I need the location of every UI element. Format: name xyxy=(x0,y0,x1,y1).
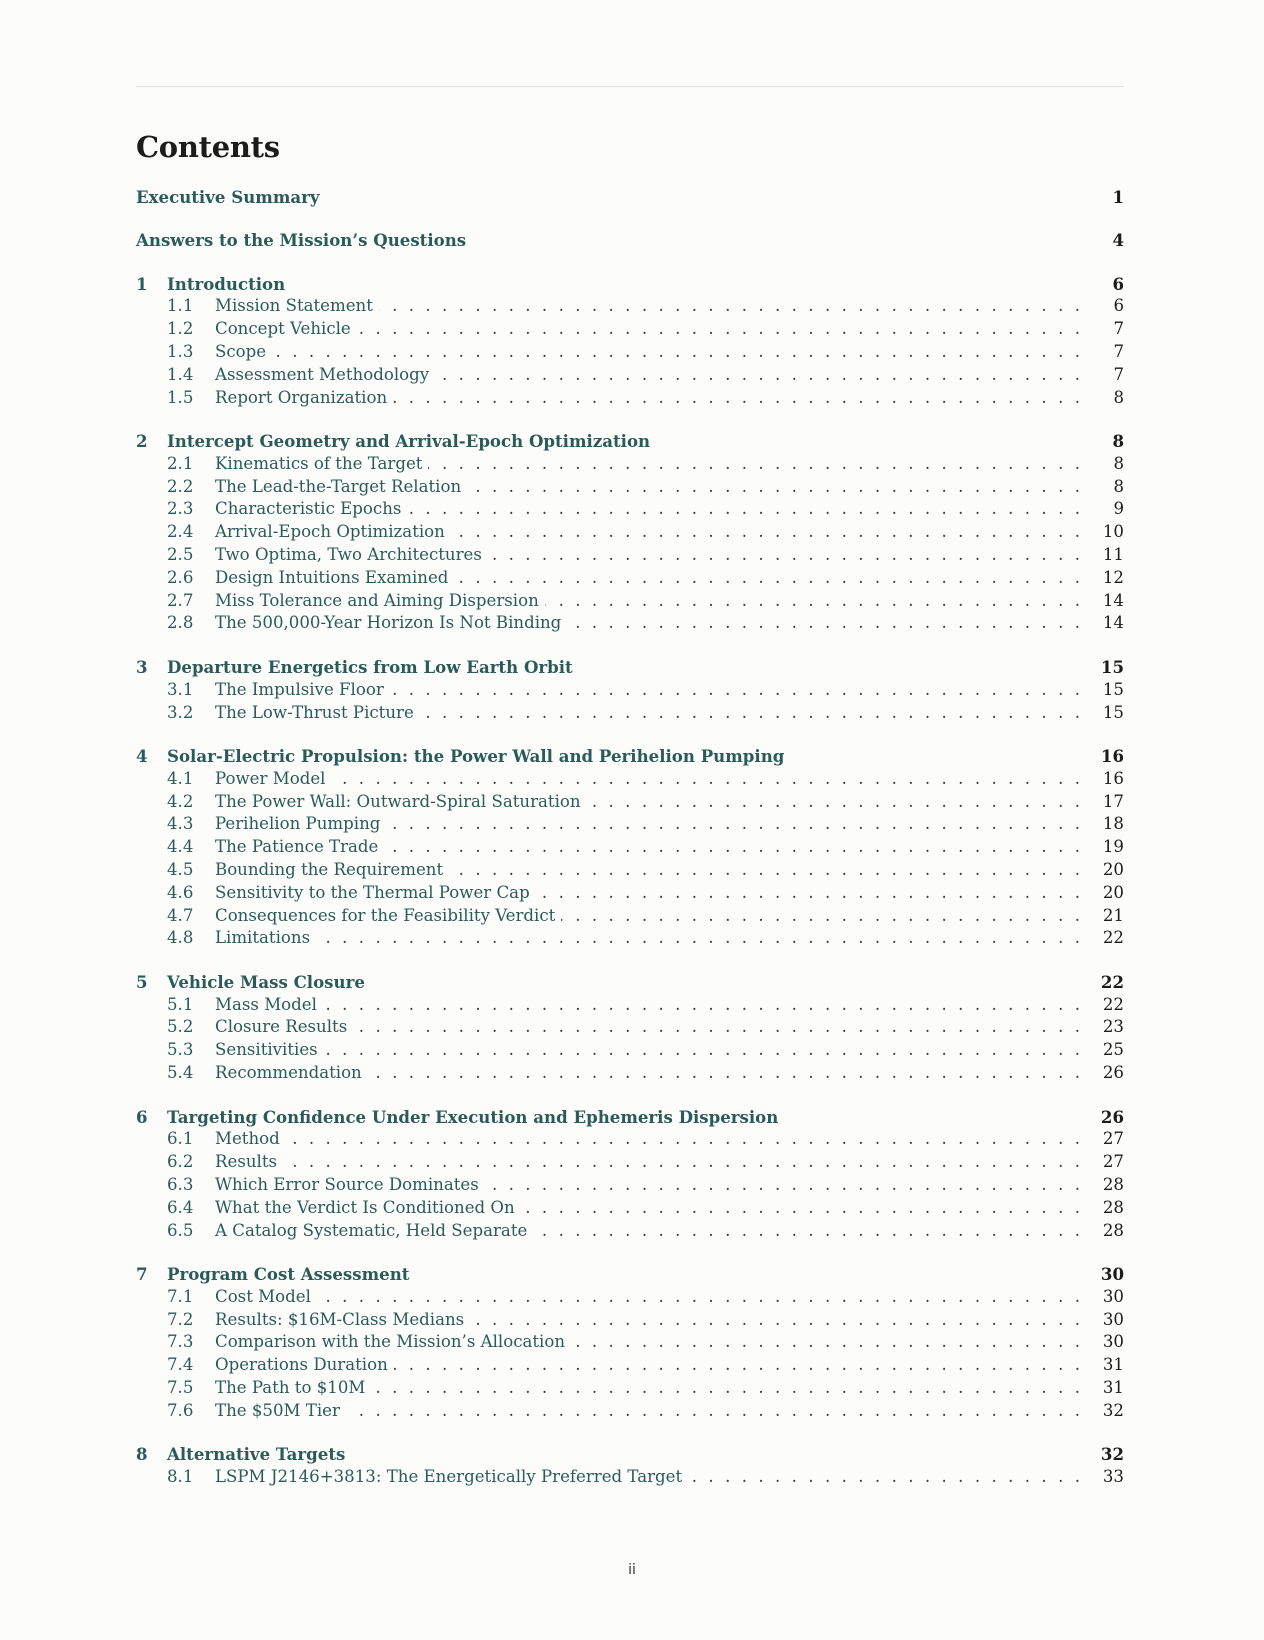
toc-section-entry[interactable] xyxy=(136,1197,1124,1220)
toc-chapter-group xyxy=(136,1263,1124,1423)
toc-page-number: 1 xyxy=(1112,187,1124,207)
toc-chapter-entry[interactable] xyxy=(136,971,1124,994)
dot-leader xyxy=(353,1016,1080,1039)
toc-section-title[interactable]: Operations Duration xyxy=(215,1355,388,1375)
toc-section-title[interactable]: Characteristic Epochs xyxy=(215,499,402,519)
toc-section-title[interactable]: Results: $16M-Class Medians xyxy=(215,1309,465,1329)
toc-page-number: 28 xyxy=(1102,1174,1124,1194)
toc-page-number: 22 xyxy=(1100,971,1124,992)
toc-section-entry[interactable] xyxy=(136,1016,1124,1039)
toc-section-number: 7.5 xyxy=(167,1377,194,1397)
toc-chapter-group xyxy=(136,1106,1124,1243)
toc-section-entry[interactable] xyxy=(136,544,1124,567)
toc-page-number: 6 xyxy=(1113,296,1124,316)
toc-chapter-group xyxy=(136,430,1124,635)
toc-section-entry[interactable] xyxy=(136,567,1124,590)
toc-page-number: 10 xyxy=(1102,522,1124,542)
toc-section-title[interactable]: Recommendation xyxy=(215,1063,362,1083)
toc-section-title[interactable]: Concept Vehicle xyxy=(215,319,351,339)
toc-page-number: 20 xyxy=(1102,882,1124,902)
toc-page-number: 28 xyxy=(1102,1220,1124,1240)
toc-page-number: 7 xyxy=(1113,341,1124,361)
toc-chapter-group xyxy=(136,656,1124,724)
toc-page-number: 20 xyxy=(1102,859,1124,879)
dot-leader xyxy=(346,1400,1080,1423)
toc-section-entry[interactable] xyxy=(136,1128,1124,1151)
toc-page-number: 9 xyxy=(1113,499,1124,519)
toc-chapter-entry[interactable] xyxy=(136,1443,1124,1466)
toc-chapter-title[interactable]: Departure Energetics from Low Earth Orbit xyxy=(167,656,573,677)
toc-chapter-entry[interactable] xyxy=(136,1263,1124,1286)
toc-page-number: 22 xyxy=(1102,928,1124,948)
toc-chapter-entry[interactable] xyxy=(136,745,1124,768)
dot-leader xyxy=(521,1197,1080,1220)
toc-section-title[interactable]: The $50M Tier xyxy=(215,1400,340,1420)
dot-leader xyxy=(428,453,1080,476)
toc-section-number: 4.3 xyxy=(167,814,194,834)
toc-section-entry[interactable] xyxy=(136,791,1124,814)
toc-page-number: 4 xyxy=(1112,230,1124,251)
toc-section-title[interactable]: Arrival-Epoch Optimization xyxy=(215,522,445,542)
dot-leader xyxy=(536,882,1080,905)
header-rule xyxy=(136,86,1124,87)
toc-section-entry[interactable] xyxy=(136,498,1124,521)
toc-section-number: 2.5 xyxy=(167,545,194,565)
toc-section-number: 1.3 xyxy=(167,341,194,361)
toc-section-entry[interactable] xyxy=(136,679,1124,702)
toc-section-title[interactable]: Two Optima, Two Architectures xyxy=(215,545,482,565)
toc-section-number: 7.4 xyxy=(167,1355,194,1375)
toc-page-number: 19 xyxy=(1102,837,1124,857)
toc-section-entry[interactable] xyxy=(136,1309,1124,1332)
toc-section-number: 2.3 xyxy=(167,499,194,519)
toc-chapter-entry[interactable] xyxy=(136,656,1124,679)
dot-leader xyxy=(317,1286,1080,1309)
toc-section-title[interactable]: The Low-Thrust Picture xyxy=(215,702,414,722)
toc-section-title[interactable]: Comparison with the Mission’s Allocation xyxy=(215,1332,566,1352)
toc-section-entry[interactable] xyxy=(136,1220,1124,1243)
dot-leader xyxy=(394,1354,1080,1377)
toc-chapter-title[interactable]: Solar-Electric Propulsion: the Power Wall and Perihelion Pumping xyxy=(167,746,785,766)
toc-page-number: 27 xyxy=(1102,1129,1124,1149)
toc-section-number: 6.5 xyxy=(167,1220,194,1240)
toc-section-number: 6.1 xyxy=(167,1129,194,1149)
toc-section-number: 5.4 xyxy=(167,1063,194,1083)
toc-chapter-title[interactable]: Intercept Geometry and Arrival-Epoch Optimization xyxy=(167,431,651,452)
toc-page-number: 26 xyxy=(1100,1106,1124,1127)
toc-section-number: 4.1 xyxy=(167,768,194,788)
toc-section-title[interactable]: Design Intuitions Examined xyxy=(215,567,449,587)
toc-section-entry[interactable] xyxy=(136,612,1124,635)
dot-leader xyxy=(567,612,1080,635)
dot-leader xyxy=(368,1062,1080,1085)
toc-section-number: 1.2 xyxy=(167,319,194,339)
toc-section-title[interactable]: Report Organization xyxy=(215,387,388,407)
dot-leader xyxy=(286,1128,1080,1151)
dot-leader xyxy=(454,567,1080,590)
toc-page-number: 23 xyxy=(1102,1017,1124,1037)
dot-leader xyxy=(357,318,1080,341)
toc-page-number: 30 xyxy=(1102,1332,1124,1352)
toc-page-number: 27 xyxy=(1102,1152,1124,1172)
dot-leader xyxy=(488,544,1080,567)
toc-section-title[interactable]: Sensitivities xyxy=(215,1040,318,1060)
toc-section-number: 3.2 xyxy=(167,702,194,722)
toc-section-entry[interactable] xyxy=(136,387,1124,410)
toc-section-title[interactable]: LSPM J2146+3813: The Energetically Preferred Target xyxy=(215,1467,683,1487)
toc-page-number: 16 xyxy=(1100,746,1124,766)
toc-page-number: 7 xyxy=(1113,364,1124,384)
toc-section-entry[interactable] xyxy=(136,813,1124,836)
dot-leader xyxy=(386,813,1080,836)
dot-leader xyxy=(688,1466,1080,1489)
dot-leader xyxy=(485,1174,1080,1197)
toc-section-number: 4.4 xyxy=(167,837,194,857)
toc-section-entry[interactable] xyxy=(136,882,1124,905)
toc-section-title[interactable]: Kinematics of the Target xyxy=(215,453,423,473)
toc-page-number: 18 xyxy=(1102,814,1124,834)
toc-section-number: 2.7 xyxy=(167,590,194,610)
toc-page-number: 14 xyxy=(1102,590,1124,610)
toc-section-entry[interactable] xyxy=(136,590,1124,613)
toc-section-title[interactable]: Results xyxy=(215,1152,278,1172)
dot-leader xyxy=(390,679,1080,702)
toc-page-number: 16 xyxy=(1102,768,1124,788)
toc-section-title[interactable]: Cost Model xyxy=(215,1286,311,1306)
toc-chapter-group xyxy=(136,745,1124,950)
dot-leader xyxy=(533,1220,1080,1243)
toc-chapter-number: 5 xyxy=(136,971,148,992)
toc-page-number: 32 xyxy=(1100,1444,1124,1465)
toc-page-number: 30 xyxy=(1102,1309,1124,1329)
toc-page-number: 15 xyxy=(1100,656,1124,677)
toc-section-entry[interactable] xyxy=(136,1331,1124,1354)
toc-section-number: 4.5 xyxy=(167,859,194,879)
toc-section-title[interactable]: Power Model xyxy=(215,768,326,788)
toc-section-entry[interactable] xyxy=(136,1039,1124,1062)
toc-page-number: 31 xyxy=(1102,1377,1124,1397)
table-of-contents xyxy=(136,186,1124,1510)
toc-section-title[interactable]: Perihelion Pumping xyxy=(215,814,381,834)
toc-page-number: 15 xyxy=(1102,702,1124,722)
toc-section-title[interactable]: The Lead-the-Target Relation xyxy=(215,476,462,496)
toc-section-entry[interactable] xyxy=(136,341,1124,364)
toc-section-title[interactable]: Which Error Source Dominates xyxy=(215,1174,479,1194)
toc-section-number: 2.2 xyxy=(167,476,194,496)
toc-section-title[interactable]: Closure Results xyxy=(215,1017,348,1037)
toc-chapter-number: 8 xyxy=(136,1444,148,1465)
toc-section-entry[interactable] xyxy=(136,1174,1124,1197)
toc-section-number: 7.6 xyxy=(167,1400,194,1420)
toc-section-number: 5.1 xyxy=(167,994,194,1014)
dot-leader xyxy=(587,791,1080,814)
toc-page-number: 17 xyxy=(1102,791,1124,811)
toc-section-number: 6.3 xyxy=(167,1174,194,1194)
toc-section-number: 5.2 xyxy=(167,1017,194,1037)
toc-section-title[interactable]: Method xyxy=(215,1129,280,1149)
toc-section-entry[interactable] xyxy=(136,768,1124,791)
dot-leader xyxy=(379,295,1080,318)
toc-section-number: 7.3 xyxy=(167,1332,194,1352)
toc-page-number: 33 xyxy=(1102,1467,1124,1487)
toc-section-title[interactable]: Bounding the Requirement xyxy=(215,859,444,879)
toc-section-title[interactable]: Sensitivity to the Thermal Power Cap xyxy=(215,882,530,902)
toc-entry-unnumbered[interactable] xyxy=(136,229,1124,252)
toc-page-number: 32 xyxy=(1102,1400,1124,1420)
dot-leader xyxy=(467,476,1080,499)
toc-page-number: 31 xyxy=(1102,1355,1124,1375)
toc-chapter-number: 1 xyxy=(136,273,148,294)
dot-leader xyxy=(384,836,1080,859)
dot-leader xyxy=(571,1331,1080,1354)
dot-leader xyxy=(451,521,1080,544)
toc-page-number: 8 xyxy=(1113,453,1124,473)
toc-section-title[interactable]: The Path to $10M xyxy=(215,1377,366,1397)
toc-chapter-title[interactable]: Targeting Confidence Under Execution and Ephemeris Dispersion xyxy=(167,1106,779,1127)
toc-chapter-number: 7 xyxy=(136,1264,148,1284)
toc-section-entry[interactable] xyxy=(136,859,1124,882)
toc-chapter-group xyxy=(136,1443,1124,1489)
toc-section-title[interactable]: Consequences for the Feasibility Verdict xyxy=(215,905,556,925)
toc-section-number: 2.1 xyxy=(167,453,194,473)
toc-section-number: 8.1 xyxy=(167,1467,194,1487)
toc-section-entry[interactable] xyxy=(136,1151,1124,1174)
toc-section-number: 4.6 xyxy=(167,882,194,902)
toc-section-number: 1.5 xyxy=(167,387,194,407)
toc-chapter-title[interactable]: Program Cost Assessment xyxy=(167,1264,410,1284)
toc-section-entry[interactable] xyxy=(136,905,1124,928)
toc-section-entry[interactable] xyxy=(136,1400,1124,1423)
toc-page-number: 8 xyxy=(1113,476,1124,496)
toc-section-title[interactable]: The Patience Trade xyxy=(215,837,379,857)
dot-leader xyxy=(316,927,1080,950)
toc-chapter-title[interactable]: Vehicle Mass Closure xyxy=(167,971,365,992)
toc-section-title[interactable]: Scope xyxy=(215,341,267,361)
dot-leader xyxy=(420,702,1080,725)
toc-section-entry[interactable] xyxy=(136,1377,1124,1400)
toc-page-number: 8 xyxy=(1112,431,1124,452)
dot-leader xyxy=(449,859,1080,882)
dot-leader xyxy=(393,387,1080,410)
toc-section-number: 2.6 xyxy=(167,567,194,587)
toc-chapter-group xyxy=(136,273,1124,410)
toc-section-entry[interactable] xyxy=(136,994,1124,1017)
toc-chapter-number: 3 xyxy=(136,656,148,677)
toc-section-title[interactable]: The Power Wall: Outward-Spiral Saturation xyxy=(215,791,581,811)
toc-chapter-number: 4 xyxy=(136,746,148,766)
toc-entry-unnumbered[interactable] xyxy=(136,186,1124,209)
toc-section-entry[interactable] xyxy=(136,927,1124,950)
toc-section-title[interactable]: Assessment Methodology xyxy=(215,364,430,384)
toc-section-title[interactable]: The Impulsive Floor xyxy=(215,679,384,699)
toc-section-number: 2.8 xyxy=(167,613,194,633)
toc-section-title[interactable]: A Catalog Systematic, Held Separate xyxy=(215,1220,528,1240)
dot-leader xyxy=(283,1151,1080,1174)
toc-section-title[interactable]: What the Verdict Is Conditioned On xyxy=(215,1197,515,1217)
toc-chapter-number: 2 xyxy=(136,431,148,452)
toc-section-number: 1.4 xyxy=(167,364,194,384)
toc-page-number: 21 xyxy=(1102,905,1124,925)
toc-page-number: 15 xyxy=(1102,679,1124,699)
toc-page-number: 7 xyxy=(1113,319,1124,339)
toc-page-number: 6 xyxy=(1112,273,1124,294)
toc-section-number: 2.4 xyxy=(167,522,194,542)
toc-page-number: 30 xyxy=(1100,1264,1124,1284)
toc-section-entry[interactable] xyxy=(136,1354,1124,1377)
dot-leader xyxy=(470,1309,1080,1332)
dot-leader xyxy=(323,994,1080,1017)
toc-section-entry[interactable] xyxy=(136,476,1124,499)
toc-chapter-entry[interactable] xyxy=(136,273,1124,296)
toc-section-entry[interactable] xyxy=(136,702,1124,725)
toc-section-number: 5.3 xyxy=(167,1040,194,1060)
toc-entry-title[interactable]: Executive Summary xyxy=(136,187,320,207)
toc-section-title[interactable]: Mass Model xyxy=(215,994,317,1014)
dot-leader xyxy=(371,1377,1080,1400)
page-number: ii xyxy=(628,1562,636,1578)
toc-chapter-group xyxy=(136,971,1124,1085)
toc-chapter-entry[interactable] xyxy=(136,1106,1124,1129)
toc-section-title[interactable]: Miss Tolerance and Aiming Dispersion xyxy=(215,590,539,610)
toc-section-entry[interactable] xyxy=(136,1286,1124,1309)
toc-section-number: 3.1 xyxy=(167,679,194,699)
toc-section-title[interactable]: Mission Statement xyxy=(215,296,373,316)
toc-section-entry[interactable] xyxy=(136,836,1124,859)
toc-section-entry[interactable] xyxy=(136,1466,1124,1489)
dot-leader xyxy=(331,768,1080,791)
toc-page-number: 30 xyxy=(1102,1286,1124,1306)
toc-section-number: 4.8 xyxy=(167,928,194,948)
toc-section-number: 6.2 xyxy=(167,1152,194,1172)
dot-leader xyxy=(272,341,1080,364)
toc-page-number: 11 xyxy=(1102,545,1124,565)
toc-section-entry[interactable] xyxy=(136,318,1124,341)
toc-page-number: 14 xyxy=(1102,613,1124,633)
dot-leader xyxy=(324,1039,1080,1062)
toc-section-title[interactable]: The 500,000-Year Horizon Is Not Binding xyxy=(215,613,562,633)
toc-section-entry[interactable] xyxy=(136,364,1124,387)
toc-section-number: 7.1 xyxy=(167,1286,194,1306)
toc-section-number: 6.4 xyxy=(167,1197,194,1217)
toc-chapter-title[interactable]: Alternative Targets xyxy=(167,1444,346,1465)
toc-section-entry[interactable] xyxy=(136,1062,1124,1085)
toc-section-number: 4.7 xyxy=(167,905,194,925)
toc-page-number: 22 xyxy=(1102,994,1124,1014)
toc-section-entry[interactable] xyxy=(136,295,1124,318)
toc-section-number: 4.2 xyxy=(167,791,194,811)
toc-page-number: 8 xyxy=(1113,387,1124,407)
toc-chapter-title[interactable]: Introduction xyxy=(167,273,286,294)
toc-page-number: 25 xyxy=(1102,1040,1124,1060)
toc-section-number: 1.1 xyxy=(167,296,194,316)
dot-leader xyxy=(561,905,1080,928)
toc-entry-title[interactable]: Answers to the Mission’s Questions xyxy=(136,230,467,251)
toc-chapter-number: 6 xyxy=(136,1106,148,1127)
dot-leader xyxy=(407,498,1080,521)
toc-section-entry[interactable] xyxy=(136,453,1124,476)
toc-section-number: 7.2 xyxy=(167,1309,194,1329)
page-title: Contents xyxy=(136,130,280,164)
toc-page-number: 28 xyxy=(1102,1197,1124,1217)
toc-chapter-entry[interactable] xyxy=(136,430,1124,453)
toc-section-title[interactable]: Limitations xyxy=(215,928,311,948)
toc-page-number: 26 xyxy=(1102,1063,1124,1083)
dot-leader xyxy=(435,364,1080,387)
toc-section-entry[interactable] xyxy=(136,521,1124,544)
dot-leader xyxy=(545,590,1080,613)
toc-page-number: 12 xyxy=(1102,567,1124,587)
